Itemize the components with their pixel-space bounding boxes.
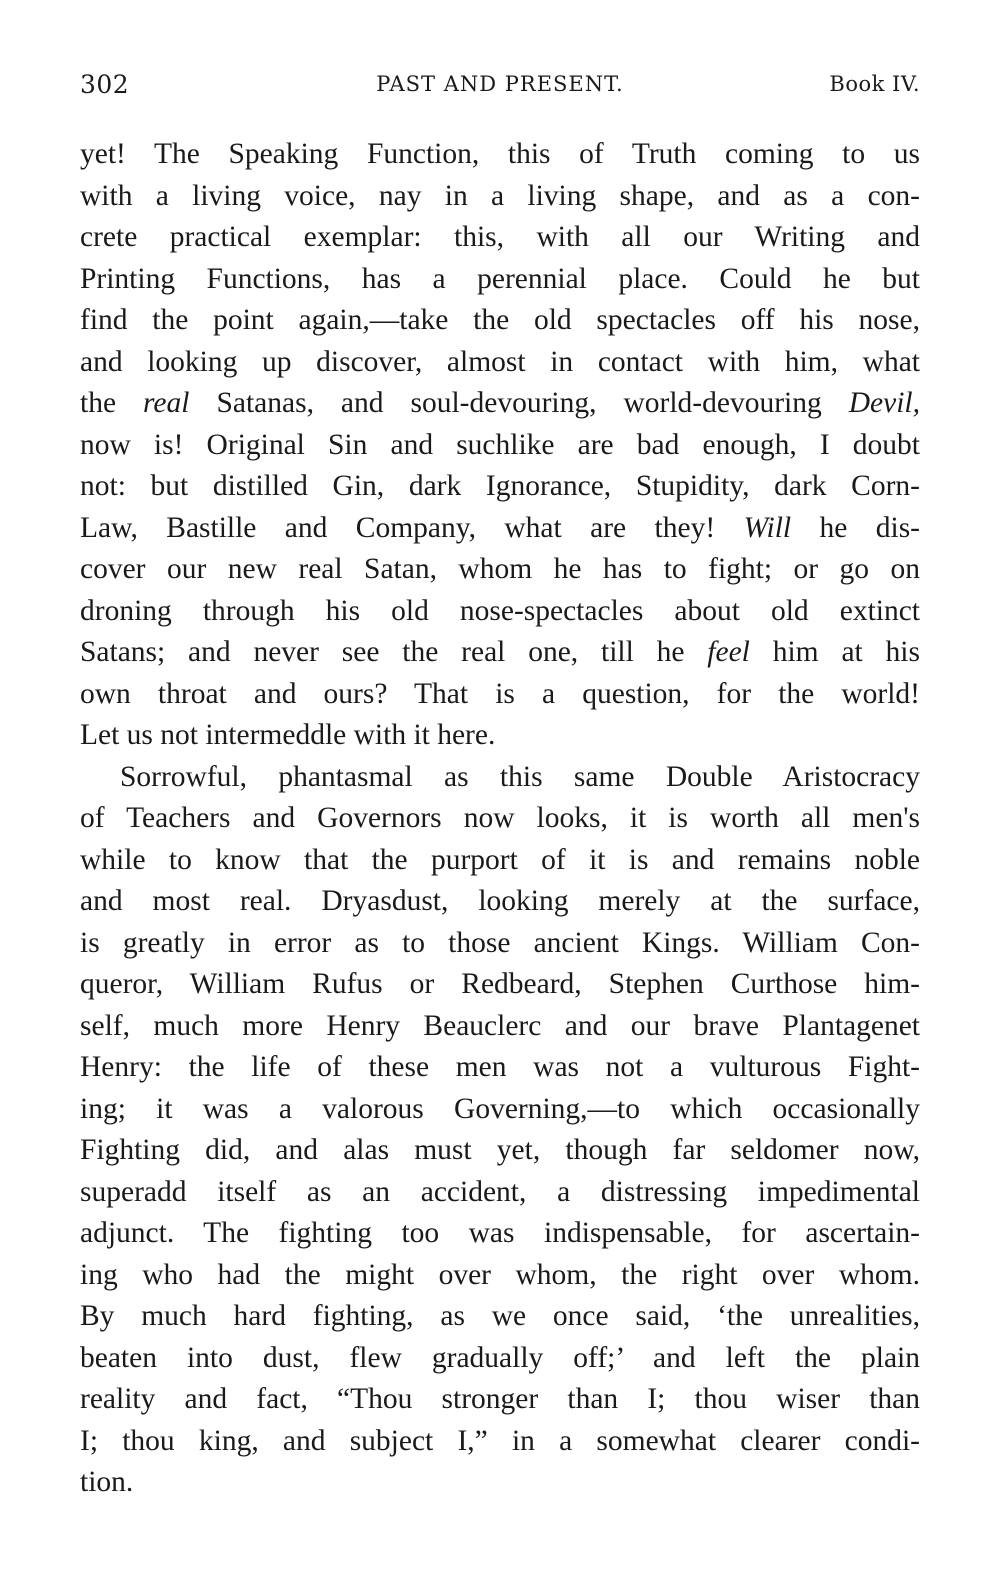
text-line xyxy=(80,757,920,799)
page-number: 302 xyxy=(80,70,130,99)
text-line xyxy=(80,1006,920,1048)
text-line xyxy=(80,1421,920,1463)
running-title: PAST AND PRESENT. xyxy=(376,72,624,96)
text-line xyxy=(80,383,920,425)
text-line xyxy=(80,176,920,218)
text-segment: Law, Bastille and Company, what are they! xyxy=(80,511,744,544)
text-segment: Let us not intermeddle with it here. xyxy=(80,719,496,751)
text-segment: is greatly in error as to those ancient Kings. William Con- xyxy=(80,926,920,959)
text-segment: Satanas, and soul-devouring, world-devouring xyxy=(189,387,849,419)
text-line xyxy=(80,217,920,259)
text-line xyxy=(80,591,920,633)
book-label: Book IV. xyxy=(829,72,920,96)
text-line xyxy=(80,1213,920,1255)
text-line xyxy=(80,1338,920,1380)
text-segment: I; thou king, and subject I,” in a somewhat clearer condi- xyxy=(80,1424,920,1457)
text-line xyxy=(80,964,920,1006)
text-line xyxy=(80,342,920,384)
text-segment: while to know that the purport of it is and remains noble xyxy=(80,843,920,876)
text-segment: with a living voice, nay in a living shape, and as a con- xyxy=(80,179,920,212)
text-segment: now is! Original Sin and suchlike are bad enough, I doubt xyxy=(80,428,920,461)
italic-text: Will xyxy=(743,511,792,544)
text-segment: Henry: the life of these men was not a vulturous Fight- xyxy=(80,1051,920,1083)
italic-text: feel xyxy=(707,636,750,668)
text-line xyxy=(80,1089,920,1131)
text-line xyxy=(80,1047,920,1089)
text-segment: beaten into dust, flew gradually off;’ and left the plain xyxy=(80,1341,920,1374)
text-segment: him at his xyxy=(749,636,920,668)
text-line xyxy=(80,425,920,467)
text-segment: yet! The Speaking Function, this of Truth coming to us xyxy=(80,138,920,170)
text-segment: self, much more Henry Beauclerc and our brave Plantagenet xyxy=(80,1009,920,1042)
text-line xyxy=(80,1462,920,1504)
text-segment: adjunct. The fighting too was indispensable, for ascertain- xyxy=(80,1217,920,1249)
text-line xyxy=(80,1130,920,1172)
text-segment: ing; it was a valorous Governing,—to which occasionally xyxy=(80,1092,920,1125)
text-line xyxy=(80,466,920,508)
text-line xyxy=(80,632,920,674)
text-segment: reality and fact, “Thou stronger than I; thou wiser than xyxy=(80,1383,920,1415)
text-segment: droning through his old nose-spectacles about old extinct xyxy=(80,594,920,627)
text-segment: and most real. Dryasdust, looking merely at the surface, xyxy=(80,885,920,917)
text-line xyxy=(80,1255,920,1297)
text-segment: find the point again,—take the old spectacles off his nose, xyxy=(80,304,920,336)
text-segment: and looking up discover, almost in contact with him, what xyxy=(80,345,920,378)
text-line xyxy=(80,300,920,342)
text-segment: the xyxy=(80,387,144,419)
text-line xyxy=(80,674,920,716)
text-line xyxy=(80,1379,920,1421)
text-line xyxy=(80,549,920,591)
text-segment: Printing Functions, has a perennial place. Could he but xyxy=(80,262,920,295)
text-segment: Sorrowful, phantasmal as this same Double Aristocracy xyxy=(120,760,920,793)
text-line xyxy=(80,715,920,757)
text-line xyxy=(80,881,920,923)
text-segment: superadd itself as an accident, a distressing impedimental xyxy=(80,1175,920,1208)
italic-text: real xyxy=(143,387,190,419)
text-segment: queror, William Rufus or Redbeard, Stephen Curthose him- xyxy=(80,968,920,1000)
text-line xyxy=(80,798,920,840)
italic-text: Devil, xyxy=(848,387,920,419)
text-line xyxy=(80,134,920,176)
text-segment: Satans; and never see the real one, till he xyxy=(80,636,708,668)
text-segment: Fighting did, and alas must yet, though far seldomer now, xyxy=(80,1134,920,1166)
text-line xyxy=(80,1172,920,1214)
text-segment: not: but distilled Gin, dark Ignorance, Stupidity, dark Corn- xyxy=(80,470,920,502)
text-line xyxy=(80,259,920,301)
text-segment: ing who had the might over whom, the right over whom. xyxy=(80,1258,920,1291)
text-segment: of Teachers and Governors now looks, it is worth all men's xyxy=(80,802,920,834)
text-segment: cover our new real Satan, whom he has to fight; or go on xyxy=(80,553,920,585)
text-line xyxy=(80,923,920,965)
text-line xyxy=(80,840,920,882)
text-line xyxy=(80,1296,920,1338)
body-text xyxy=(80,134,920,1504)
text-segment: crete practical exemplar: this, with all our Writing and xyxy=(80,221,920,253)
text-segment: own throat and ours? That is a question, for the world! xyxy=(80,677,920,710)
text-line xyxy=(80,508,920,550)
text-segment: tion. xyxy=(80,1466,134,1498)
text-segment: By much hard fighting, as we once said, ‘the unrealities, xyxy=(80,1300,920,1332)
text-segment: he dis- xyxy=(791,511,921,544)
